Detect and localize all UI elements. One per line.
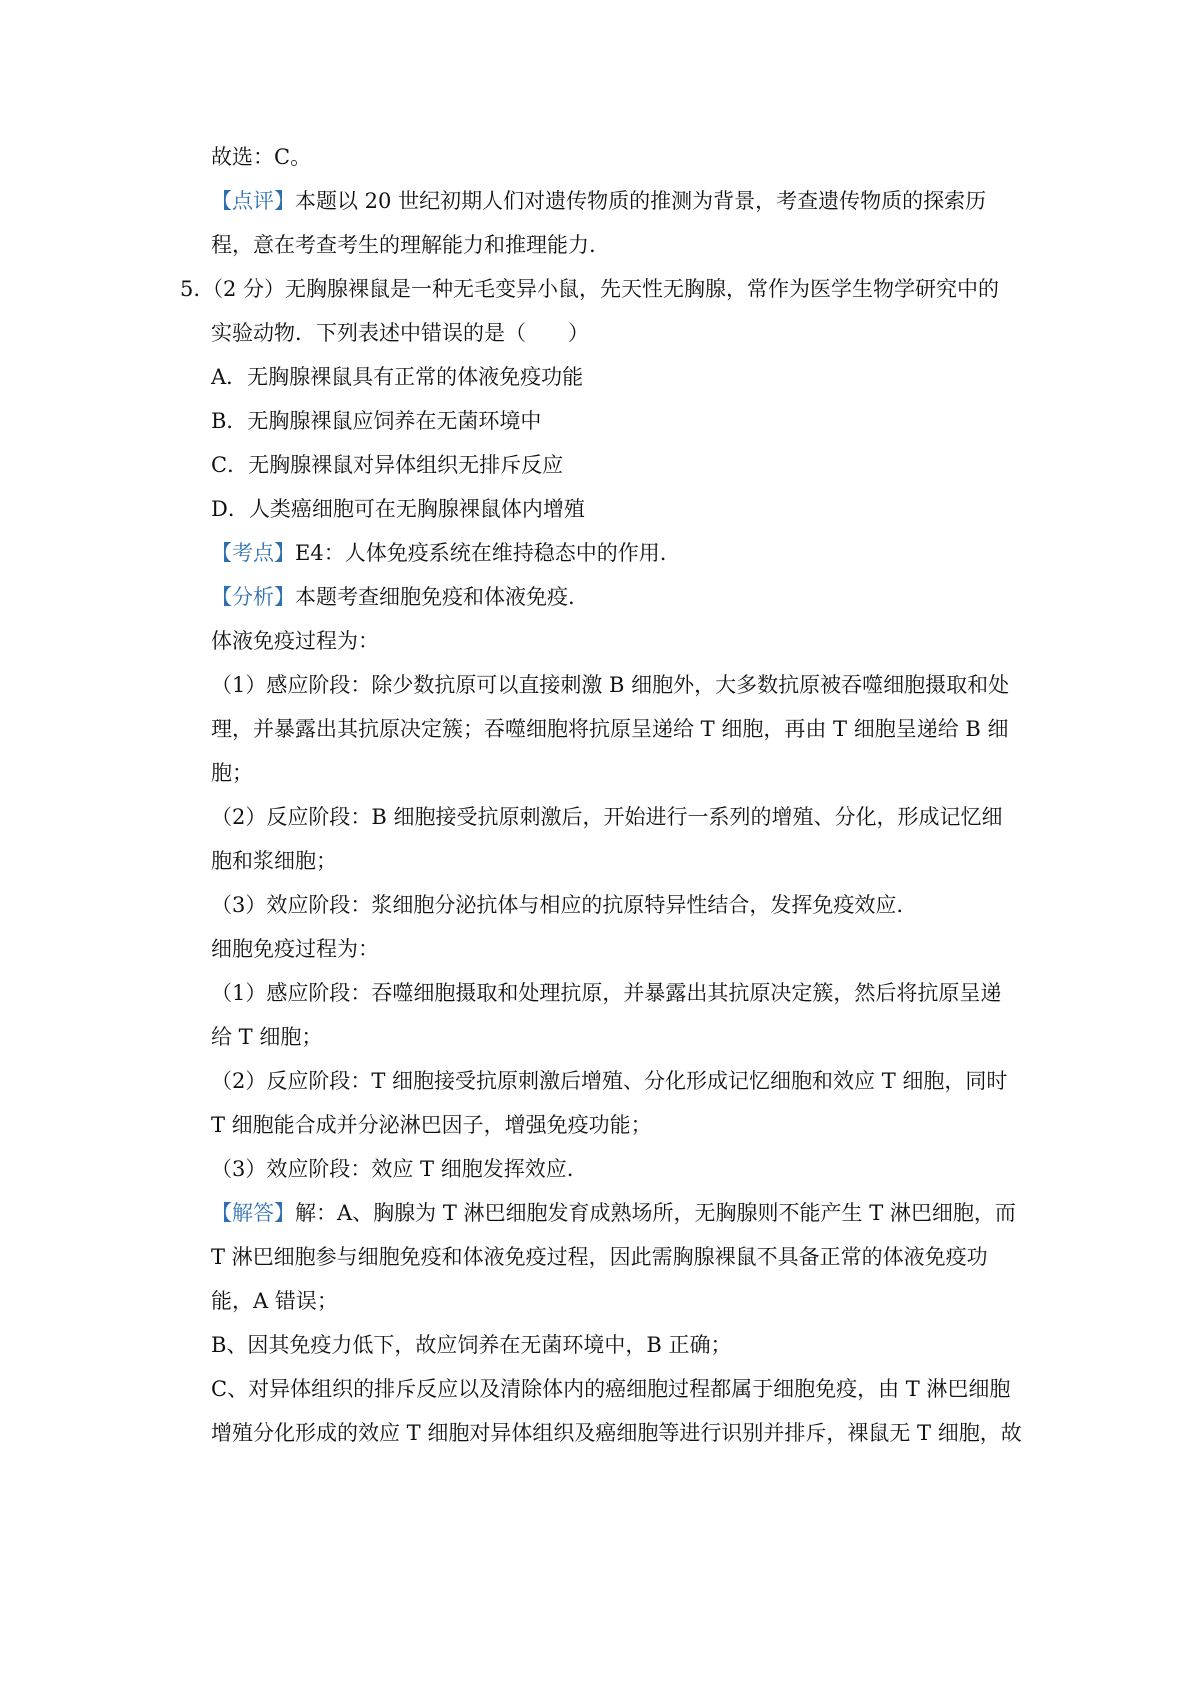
kaodian-text: E4：人体免疫系统在维持稳态中的作用.: [295, 541, 667, 565]
jieda-text-1: 解：A、胸腺为 T 淋巴细胞发育成熟场所，无胸腺则不能产生 T 淋巴细胞，而: [295, 1201, 1016, 1225]
cellular-step1-line-1: （1）感应阶段：吞噬细胞摄取和处理抗原，并暴露出其抗原决定簇，然后将抗原呈递: [211, 981, 1002, 1005]
question-stem-line-2: 实验动物．下列表述中错误的是（ ）: [211, 321, 589, 345]
comment-tag: 【点评】: [211, 189, 295, 213]
fenxi-line: [211, 582, 575, 612]
humoral-step1-line-1: （1）感应阶段：除少数抗原可以直接刺激 B 细胞外，大多数抗原被吞噬细胞摄取和处: [211, 673, 1010, 697]
humoral-title: 体液免疫过程为：: [211, 629, 379, 653]
fenxi-tag: 【分析】: [211, 585, 295, 609]
comment-paragraph-line-1: [211, 186, 986, 216]
fenxi-text: 本题考查细胞免疫和体液免疫.: [295, 585, 575, 609]
jieda-tag: 【解答】: [211, 1201, 295, 1225]
humoral-step2-line-2: 胞和浆细胞；: [211, 849, 337, 873]
jieda-line-2: T 淋巴细胞参与细胞免疫和体液免疫过程，因此需胸腺裸鼠不具备正常的体液免疫功: [211, 1245, 988, 1269]
jieda-line-1: [211, 1198, 1016, 1228]
humoral-step1-line-3: 胞；: [211, 761, 253, 785]
answer-select-line: 故选：C。: [211, 145, 312, 169]
option-d: D．人类癌细胞可在无胸腺裸鼠体内增殖: [211, 497, 585, 521]
jieda-line-3: 能，A 错误；: [211, 1289, 338, 1313]
jieda-c-line-2: 增殖分化形成的效应 T 细胞对异体组织及癌细胞等进行识别并排斥，裸鼠无 T 细胞，故: [211, 1421, 1022, 1445]
cellular-step2-line-1: （2）反应阶段：T 细胞接受抗原刺激后增殖、分化形成记忆细胞和效应 T 细胞，同时: [211, 1069, 1008, 1093]
option-b: B．无胸腺裸鼠应饲养在无菌环境中: [211, 409, 542, 433]
question-number: 5.: [180, 277, 201, 301]
kaodian-tag: 【考点】: [211, 541, 295, 565]
cellular-step3-line-1: （3）效应阶段：效应 T 细胞发挥效应.: [211, 1157, 574, 1181]
comment-text-1: 本题以 20 世纪初期人们对遗传物质的推测为背景，考查遗传物质的探索历: [295, 189, 987, 213]
jieda-b-line: B、因其免疫力低下，故应饲养在无菌环境中，B 正确；: [211, 1333, 732, 1357]
cellular-step1-line-2: 给 T 细胞；: [211, 1025, 323, 1049]
option-c: C．无胸腺裸鼠对异体组织无排斥反应: [211, 453, 564, 477]
cellular-title: 细胞免疫过程为：: [211, 937, 379, 961]
option-a: A．无胸腺裸鼠具有正常的体液免疫功能: [211, 365, 584, 389]
humoral-step1-line-2: 理，并暴露出其抗原决定簇；吞噬细胞将抗原呈递给 T 细胞，再由 T 细胞呈递给 B 细: [211, 717, 1009, 741]
question-stem-line-1: （2 分）无胸腺裸鼠是一种无毛变异小鼠，先天性无胸腺，常作为医学生物学研究中的: [202, 277, 1000, 301]
humoral-step2-line-1: （2）反应阶段：B 细胞接受抗原刺激后，开始进行一系列的增殖、分化，形成记忆细: [211, 805, 1003, 829]
comment-paragraph-line-2: 程，意在考查考生的理解能力和推理能力.: [211, 233, 596, 257]
kaodian-line: [211, 538, 666, 568]
jieda-c-line-1: C、对异体组织的排斥反应以及清除体内的癌细胞过程都属于细胞免疫，由 T 淋巴细胞: [211, 1377, 1011, 1401]
cellular-step2-line-2: T 细胞能合成并分泌淋巴因子，增强免疫功能；: [211, 1113, 652, 1137]
humoral-step3-line-1: （3）效应阶段：浆细胞分泌抗体与相应的抗原特异性结合，发挥免疫效应.: [211, 893, 904, 917]
